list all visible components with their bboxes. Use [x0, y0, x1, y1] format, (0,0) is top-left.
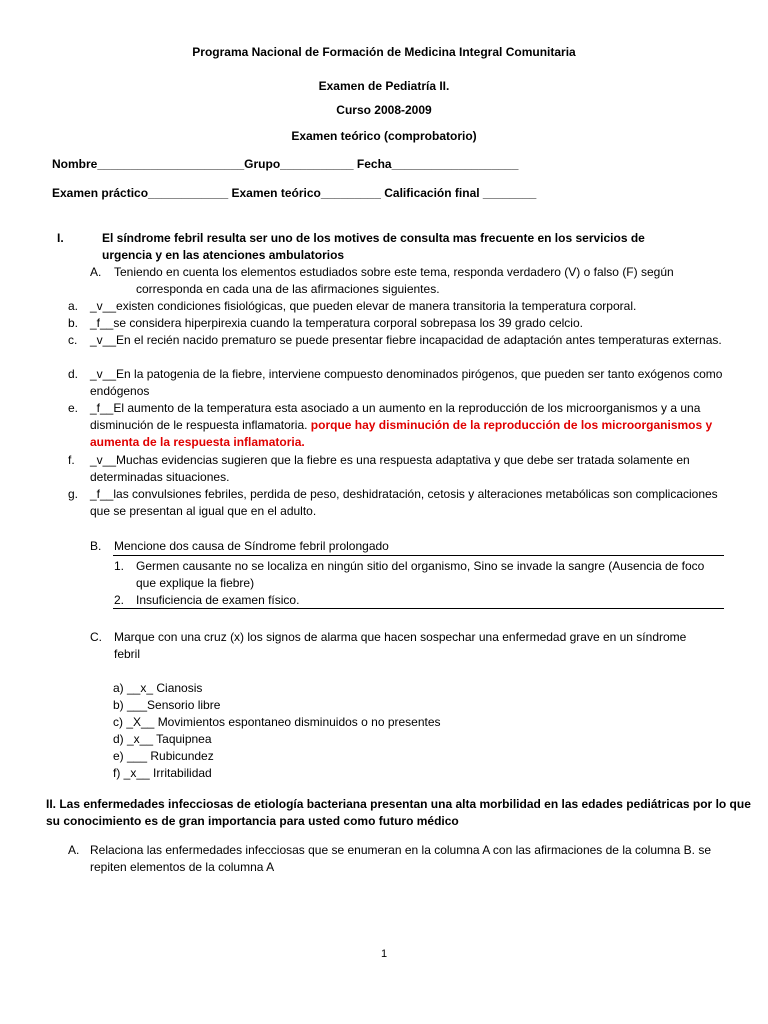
page-number: 1 [380, 948, 388, 960]
question-c-text: Marque con una cruz (x) los signos de alarma que hacen sospechar una enfermedad grave en un síndrome febril [114, 630, 687, 661]
question-c-letter: C. [90, 630, 102, 644]
section-2-question-a-text: Relaciona las enfermedades infecciosas que se enumeran en la columna A con las afirmaciones de la columna B. se repiten elementos de la columna A [90, 843, 712, 874]
alarm-sign-item: e) ___ Rubicundez [113, 749, 214, 763]
question-b-text: Mencione dos causa de Síndrome febril prolongado [114, 539, 389, 553]
alarm-sign-item: f) _x__ Irritabilidad [113, 766, 212, 780]
course-label: Curso 2008-2009 [336, 103, 432, 117]
tf-item-letter: a. [68, 299, 79, 313]
question-a-line1: Teniendo en cuenta los elementos estudiados sobre este tema, responda verdadero (V) o falso (F) según [114, 265, 674, 279]
tf-item-text-with-note [90, 400, 730, 451]
program-title: Programa Nacional de Formación de Medicina Integral Comunitaria [192, 45, 576, 59]
form-field-row-name: Nombre______________________Grupo___________ Fecha___________________ [52, 157, 519, 171]
tf-item-text: _v__En el recién nacido prematuro se puede presentar fiebre incapacidad de adaptación antes temperaturas externas. [90, 333, 722, 347]
section-2-title: II. Las enfermedades infecciosas de etiología bacteriana presentan una alta morbilidad en las edades pediátricas por lo que su conocimiento es de gran importancia para usted como futuro médico [46, 797, 751, 828]
section-1-title: El síndrome febril resulta ser uno de los motives de consulta mas frecuente en los servicios de urgencia y en las atenciones ambulatorios [102, 231, 645, 262]
alarm-sign-item: d) _x__ Taquipnea [113, 732, 212, 746]
tf-item-text: _v__existen condiciones fisiológicas, que pueden elevar de manera transitoria la temperatura corporal. [90, 299, 637, 313]
answer-text: Insuficiencia de examen físico. [136, 593, 300, 607]
correction-note: porque hay disminución de la reproducción de los microorganismos y aumenta de la respuesta inflamatoria [90, 418, 713, 449]
tf-item-letter: g. [68, 487, 79, 501]
alarm-sign-item: c) _X__ Movimientos espontaneo disminuidos o no presentes [113, 715, 441, 729]
question-a-line2: corresponda en cada una de las afirmaciones siguientes. [136, 282, 440, 296]
section-1-number: I. [57, 231, 64, 245]
alarm-sign-item: b) ___Sensorio libre [113, 698, 221, 712]
tf-item-letter: d. [68, 367, 79, 381]
section-2-question-a-letter: A. [68, 843, 80, 857]
alarm-sign-item: a) __x_ Cianosis [113, 681, 203, 695]
tf-item-text: _v__En la patogenia de la fiebre, interviene compuesto denominados pirógenos, que pueden ser tanto exógenos como endógenos [90, 367, 723, 398]
tf-item-letter: c. [68, 333, 78, 347]
exam-type: Examen teórico (comprobatorio) [291, 129, 477, 143]
tf-item-letter: e. [68, 401, 79, 415]
correction-note-end: . [301, 435, 305, 449]
tf-item-text: _f__El aumento de la temperatura esta asociado a un aumento en la reproducción de los microorganismos y a una disminución de le respuesta inflamatoria. [90, 401, 701, 432]
question-a-text [114, 264, 714, 298]
question-a-letter: A. [90, 265, 102, 279]
answer-top-rule [113, 555, 724, 556]
tf-item-text: _f__las convulsiones febriles, perdida de peso, deshidratación, cetosis y alteraciones metabólicas son complicaciones que se presentan al igual que en el adulto. [90, 487, 718, 518]
form-field-row-grades: Examen práctico____________ Examen teórico_________ Calificación final ________ [52, 186, 537, 200]
answer-bottom-rule [113, 608, 724, 609]
tf-item-text: _f__se considera hiperpirexia cuando la temperatura corporal sobrepasa los 39 grado celcio. [90, 316, 583, 330]
answer-number: 1. [114, 559, 125, 573]
tf-item-letter: f. [68, 453, 75, 467]
tf-item-letter: b. [68, 316, 79, 330]
question-b-letter: B. [90, 539, 102, 553]
tf-item-text: _v__Muchas evidencias sugieren que la fiebre es una respuesta adaptativa y que debe ser tratada solamente en determinadas situaciones. [90, 453, 690, 484]
exam-title: Examen de Pediatría II. [318, 79, 450, 93]
answer-number: 2. [114, 593, 125, 607]
answer-text: Germen causante no se localiza en ningún sitio del organismo, Sino se invade la sangre (Ausencia de foco que explique la fiebre) [136, 559, 705, 590]
